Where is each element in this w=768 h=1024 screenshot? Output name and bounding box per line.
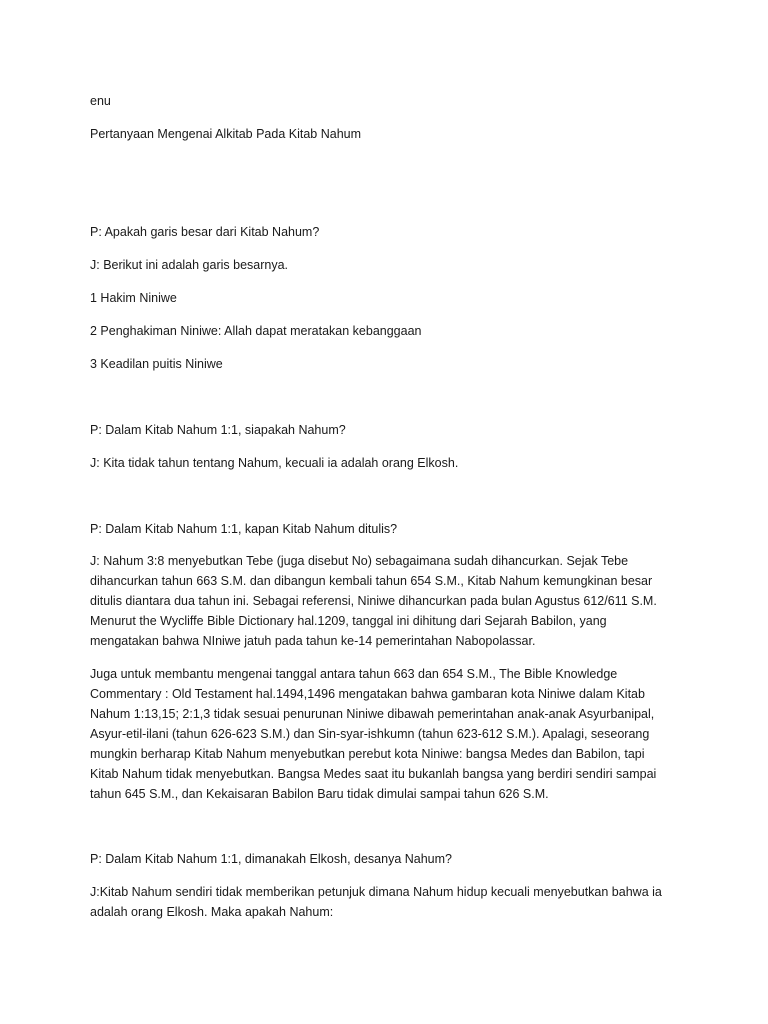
question-when-written: P: Dalam Kitab Nahum 1:1, kapan Kitab Nahum ditulis? [90, 522, 398, 536]
question-who-is-nahum: P: Dalam Kitab Nahum 1:1, siapakah Nahum? [90, 423, 346, 437]
answer-line: Asyur-etil-ilani (tahun 626-623 S.M.) dan Sin-syar-ishkumn (tahun 623-612 S.M.). Apalagi, seseorang [90, 727, 650, 741]
answer-line: dihancurkan tahun 663 S.M. dan dibangun kembali tahun 654 S.M., Kitab Nahum kemungkinan besar [90, 574, 653, 588]
answer-who-is-nahum: J: Kita tidak tahun tentang Nahum, kecuali ia adalah orang Elkosh. [90, 456, 459, 470]
answer-when-written-extra [90, 664, 690, 804]
answer-line: mungkin berharap Kitab Nahum menyebutkan perebut kota Niniwe: bangsa Medes dan Babilon, tapi [90, 747, 645, 761]
answer-line: adalah orang Elkosh. Maka apakah Nahum: [90, 905, 334, 919]
answer-line: Juga untuk membantu mengenai tanggal antara tahun 663 dan 654 S.M., The Bible Knowledge [90, 667, 618, 681]
answer-line: Nahum 1:13,15; 2:1,3 tidak sesuai penurunan Niniwe dibawah pemerintahan anak-anak Asyurbanipal, [90, 707, 655, 721]
menu-fragment: enu [90, 94, 111, 108]
answer-line: ditulis diantara dua tahun ini. Sebagai referensi, Niniwe dihancurkan pada bulan Agustus 612/611 S.M. [90, 594, 657, 608]
answer-line: mengatakan bahwa NIniwe jatuh pada tahun ke-14 pemerintahan Nabopolassar. [90, 634, 536, 648]
answer-outline: J: Berikut ini adalah garis besarnya. [90, 258, 289, 272]
answer-line: Commentary : Old Testament hal.1494,1496 mengatakan bahwa gambaran kota Niniwe dalam Kitab [90, 687, 645, 701]
outline-item-1: 1 Hakim Niniwe [90, 291, 177, 305]
question-outline: P: Apakah garis besar dari Kitab Nahum? [90, 225, 320, 239]
answer-line: Kitab Nahum tidak menyebutkan. Bangsa Medes saat itu bukanlah bangsa yang berdiri sendiri sampai [90, 767, 657, 781]
question-where-elkosh: P: Dalam Kitab Nahum 1:1, dimanakah Elkosh, desanya Nahum? [90, 852, 452, 866]
document-title: Pertanyaan Mengenai Alkitab Pada Kitab Nahum [90, 127, 362, 141]
answer-where-elkosh [90, 882, 690, 922]
outline-item-3: 3 Keadilan puitis Niniwe [90, 357, 223, 371]
answer-when-written [90, 551, 690, 651]
answer-line: Menurut the Wycliffe Bible Dictionary hal.1209, tanggal ini dihitung dari Sejarah Babilon, yang [90, 614, 607, 628]
outline-item-2: 2 Penghakiman Niniwe: Allah dapat meratakan kebanggaan [90, 324, 422, 338]
answer-line: tahun 645 S.M., dan Kekaisaran Babilon Baru tidak dimulai sampai tahun 626 S.M. [90, 787, 549, 801]
answer-line: J: Nahum 3:8 menyebutkan Tebe (juga disebut No) sebagaimana sudah dihancurkan. Sejak Tebe [90, 554, 629, 568]
answer-line: J:Kitab Nahum sendiri tidak memberikan petunjuk dimana Nahum hidup kecuali menyebutkan bahwa ia [90, 885, 662, 899]
